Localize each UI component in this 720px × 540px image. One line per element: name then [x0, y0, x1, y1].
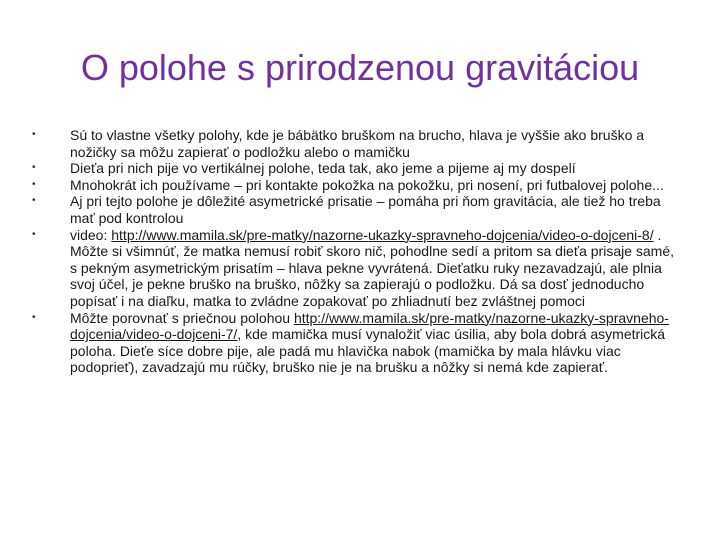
list-item: [22, 127, 682, 160]
slide-title: O polohe s prirodzenou gravitáciou: [80, 47, 640, 88]
video-link-8[interactable]: http://www.mamila.sk/pre-matky/nazorne-ukazky-spravneho-dojcenia/video-o-dojceni-8/: [111, 226, 654, 243]
bullet-icon: •: [32, 178, 36, 190]
bullet-icon: •: [32, 228, 36, 240]
list-item: [22, 177, 682, 194]
bullet-icon: •: [32, 311, 36, 323]
bullet-icon: •: [32, 195, 36, 207]
list-item-suffix: . Môžte si všimnúť, že matka nemusí robiť skoro nič, pohodlne sedí a pritom sa dieťa prisaje samé, s pekným asymetrickým prisatím – hlava pekne vyvrátená. Dieťatku ruky nezavadzajú, ale plnia svoj účel, je pekne bruško na bruško, nôžky sa zapierajú o podložku. Dá sa dosť jednoducho popísať i na diaľku, matka to zvládne zopakovať po zhliadnutí bez zvláštnej pomoci: [70, 226, 675, 309]
list-item-prefix: Môžte porovnať s priečnou polohou: [70, 309, 294, 326]
list-item-text: Mnohokrát ich používame – pri kontakte pokožka na pokožku, pri nosení, pri futbalovej polohe...: [70, 176, 664, 193]
bullet-list: [22, 127, 682, 376]
list-item-text: Dieťa pri nich pije vo vertikálnej polohe, teda tak, ako jeme a pijeme aj my dospelí: [70, 160, 576, 177]
list-item-text: Aj pri tejto polohe je dôležité asymetrické prisatie – pomáha pri ňom gravitácia, ale tiež ho treba mať pod kontrolou: [70, 193, 661, 226]
list-item-text: Sú to vlastne všetky polohy, kde je bábätko bruškom na brucho, hlava je vyššie ako bruško a nožičky sa môžu zapierať o podložku alebo o mamičku: [70, 127, 645, 160]
list-item: [22, 227, 682, 310]
bullet-icon: •: [32, 162, 36, 174]
list-item-suffix: , kde mamička musí vynaložiť viac úsilia, aby bola dobrá asymetrická poloha. Dieťe síce dobre pije, ale padá mu hlavička nabok (mamička by mala hlávku viac podoprieť), zavadzajú mu rúčky, bruško nie je na brušku a nôžky si nemá kde zapierať.: [70, 326, 666, 376]
bullet-icon: •: [32, 129, 36, 140]
list-item: [22, 310, 682, 376]
list-item: [22, 193, 682, 226]
list-item: [22, 160, 682, 177]
list-item-prefix: video:: [70, 226, 112, 243]
video-link-7[interactable]: http://www.mamila.sk/pre-matky/nazorne-ukazky-spravneho-dojcenia/video-o-dojceni-7/: [70, 309, 669, 343]
